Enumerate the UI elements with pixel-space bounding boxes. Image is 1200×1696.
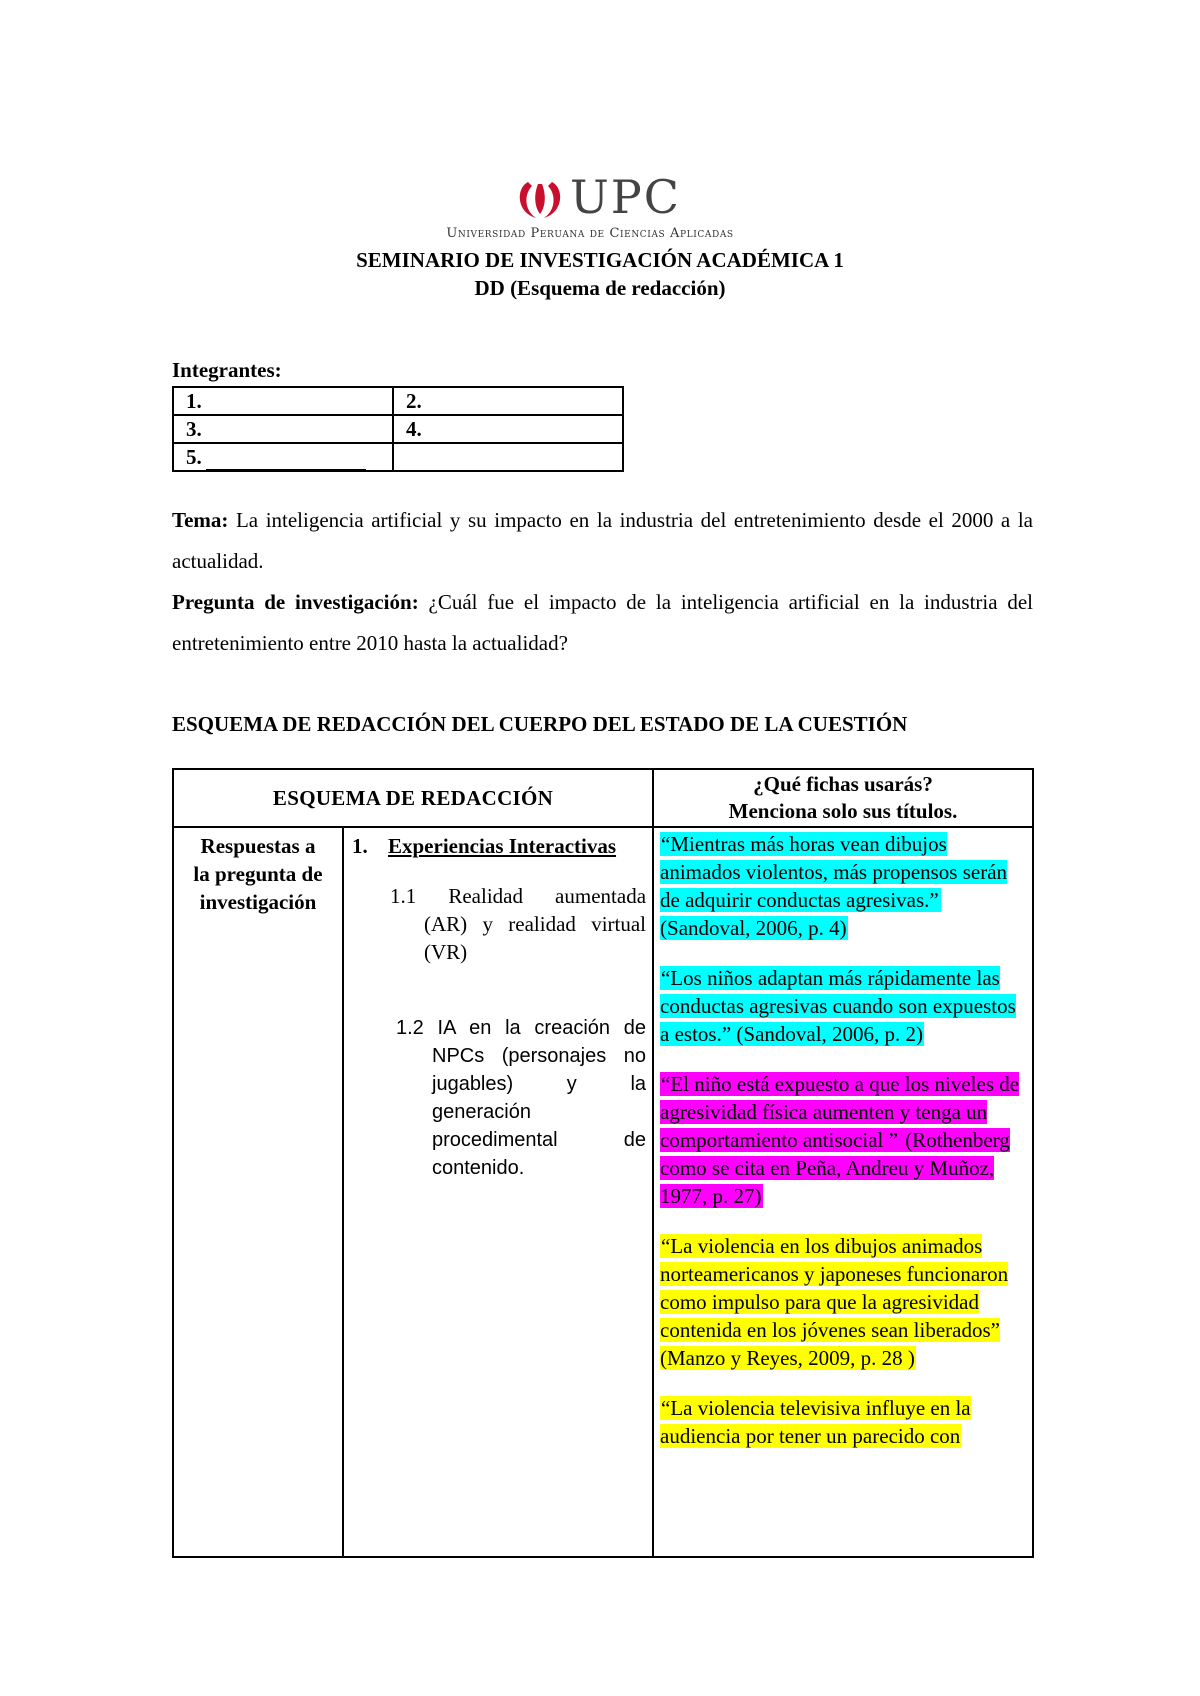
quote-text: “Mientras más horas vean dibujos animados violentos, más propensos serán de adquirir conductas agresivas.” bbox=[660, 832, 1008, 912]
scheme-header-left bbox=[173, 769, 653, 827]
scheme-table bbox=[172, 768, 1034, 1558]
member-cell[interactable] bbox=[173, 415, 393, 443]
quote-cite: (Sandoval, 2006, p. 4) bbox=[660, 888, 941, 940]
subtopic-1-2-rest: NPCs (personajes no jugables) y la generación procedimental de contenido. bbox=[432, 1045, 647, 1179]
row-label-cell bbox=[173, 827, 343, 1557]
member-number: 5. bbox=[186, 445, 202, 469]
quote-item bbox=[660, 964, 1026, 1048]
subtopic-1-1-rest: (AR) y realidad virtual (VR) bbox=[424, 912, 647, 964]
pregunta-paragraph bbox=[172, 582, 1033, 664]
pregunta-label: Pregunta de investigación: bbox=[172, 590, 419, 614]
member-cell[interactable] bbox=[393, 415, 623, 443]
section-heading: ESQUEMA DE REDACCIÓN DEL CUERPO DEL ESTADO DE LA CUESTIÓN bbox=[172, 712, 908, 736]
upc-emblem-icon bbox=[514, 178, 566, 222]
member-number: 1. bbox=[186, 389, 202, 413]
table-header-row bbox=[173, 769, 1033, 827]
member-cell[interactable] bbox=[393, 443, 623, 471]
topic-cell[interactable] bbox=[343, 827, 653, 1557]
quote-text: “Los niños adaptan más rápidamente las conductas agresivas cuando son expuestos a estos.” (Sandoval, 2006, p. 2) bbox=[660, 966, 1016, 1046]
quotes-cell[interactable] bbox=[653, 827, 1033, 1557]
table-row bbox=[173, 387, 623, 415]
member-cell[interactable] bbox=[393, 387, 623, 415]
member-cell[interactable] bbox=[173, 387, 393, 415]
document-title: SEMINARIO DE INVESTIGACIÓN ACADÉMICA 1 bbox=[356, 248, 844, 272]
quote-text: “La violencia en los dibujos animados norteamericanos y japoneses funcionaron como impulso para que la agresividad contenida en los jóvenes sean liberados” (Manzo y Reyes, 2009, p. 28 ) bbox=[660, 1234, 1009, 1370]
member-number: 3. bbox=[186, 417, 202, 441]
logo-university-name: Universidad Peruana de Ciencias Aplicadas bbox=[446, 226, 734, 241]
quote-text: “El niño está expuesto a que los niveles de agresividad física aumenten y tenga un comportamiento antisocial ” bbox=[660, 1072, 1020, 1152]
quote-item bbox=[660, 1232, 1026, 1372]
table-row bbox=[173, 443, 623, 471]
members-table bbox=[172, 386, 624, 472]
blank-line bbox=[206, 468, 366, 470]
quote-cite: (Rothenberg como se cita en Peña, Andreu y Muñoz, 1977, p. 27) bbox=[660, 1128, 1010, 1208]
tema-text: La inteligencia artificial y su impacto en la industria del entretenimiento desde el 2000 a la actualidad. bbox=[172, 508, 1033, 573]
row-label: Respuestas a la pregunta de investigación bbox=[193, 834, 323, 914]
subtopic-1-1-lead: 1.1 Realidad aumentada bbox=[390, 884, 647, 908]
tema-paragraph bbox=[172, 500, 1033, 582]
scheme-header-right bbox=[653, 769, 1033, 827]
subtopic-1-2-lead: 1.2 IA en la creación de bbox=[396, 1017, 647, 1039]
table-row bbox=[173, 415, 623, 443]
subtopic-1-1 bbox=[352, 882, 646, 966]
quote-item bbox=[660, 1394, 1026, 1450]
quote-item bbox=[660, 830, 1026, 942]
member-number: 4. bbox=[406, 417, 422, 441]
document-subtitle: DD (Esquema de redacción) bbox=[474, 276, 726, 300]
table-row bbox=[173, 827, 1033, 1557]
integrantes-label: Integrantes: bbox=[172, 358, 282, 382]
scheme-header-left-text: ESQUEMA DE REDACCIÓN bbox=[272, 785, 554, 810]
scheme-header-right-line2: Menciona solo sus títulos. bbox=[728, 799, 958, 823]
member-number: 2. bbox=[406, 389, 422, 413]
tema-label: Tema: bbox=[172, 508, 229, 532]
member-cell[interactable] bbox=[173, 443, 393, 471]
topic-title: Experiencias Interactivas bbox=[388, 834, 617, 858]
upc-logo bbox=[420, 170, 760, 244]
topic-number: 1. bbox=[352, 834, 368, 858]
quote-item bbox=[660, 1070, 1026, 1210]
pregunta-text: ¿Cuál fue el impacto de la inteligencia artificial en la industria del entretenimiento entre 2010 hasta la actualidad? bbox=[172, 590, 1033, 655]
subtopic-1-2 bbox=[352, 1014, 646, 1182]
quote-text: “La violencia televisiva influye en la audiencia por tener un parecido con bbox=[660, 1396, 971, 1448]
scheme-header-right-line1: ¿Qué fichas usarás? bbox=[753, 772, 933, 796]
logo-word: UPC bbox=[570, 170, 681, 224]
